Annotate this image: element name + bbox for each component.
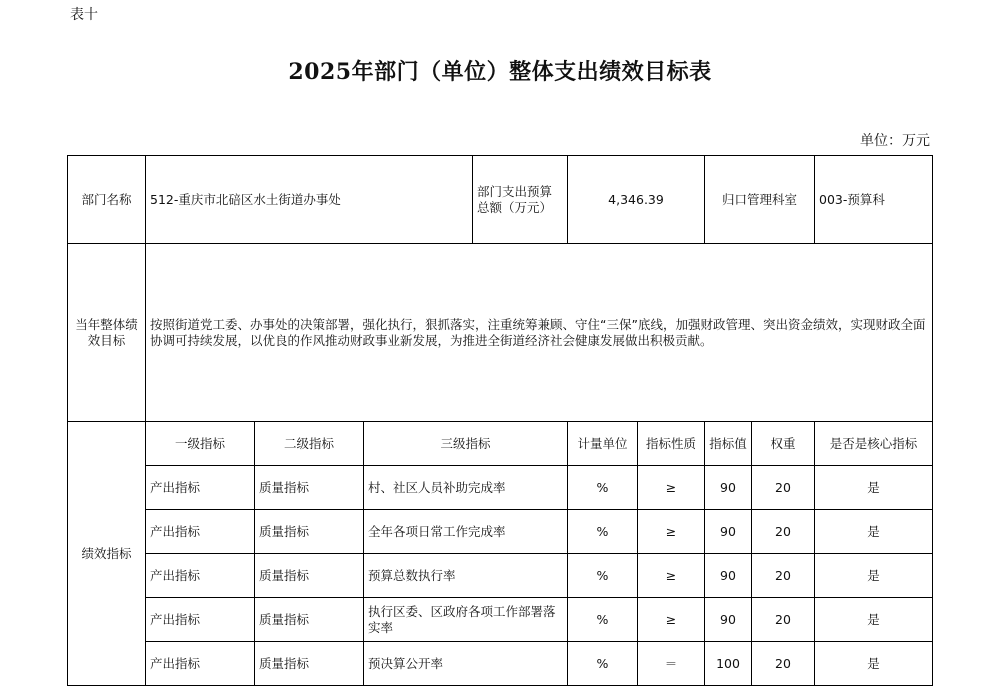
- cell-weight: 20: [752, 466, 815, 510]
- cell-level2: 质量指标: [255, 554, 364, 598]
- budget-total-value: 4,346.39: [568, 156, 705, 244]
- page-title: 2025年部门（单位）整体支出绩效目标表: [288, 59, 712, 85]
- cell-level1: 产出指标: [146, 466, 255, 510]
- header-weight: 权重: [752, 422, 815, 466]
- dept-info-row: [68, 156, 933, 244]
- goal-label: 当年整体绩效目标: [68, 244, 146, 422]
- cell-value: 90: [705, 510, 752, 554]
- table-row: [68, 510, 933, 554]
- cell-level3: 预决算公开率: [364, 642, 568, 686]
- header-core: 是否是核心指标: [815, 422, 933, 466]
- table-row: [68, 598, 933, 642]
- header-level1: 一级指标: [146, 422, 255, 466]
- cell-unit: %: [568, 554, 638, 598]
- header-unit: 计量单位: [568, 422, 638, 466]
- cell-weight: 20: [752, 598, 815, 642]
- cell-level3: 全年各项日常工作完成率: [364, 510, 568, 554]
- cell-level1: 产出指标: [146, 642, 255, 686]
- goal-text: 按照街道党工委、办事处的决策部署，强化执行，狠抓落实，注重统筹兼顾、守住“三保”底线，加强财政管理、突出资金绩效，实现财政全面协调可持续发展，以优良的作风推动财政事业新发展，为推进全街道经济社会健康发展做出积极贡献。: [146, 244, 933, 422]
- cell-value: 100: [705, 642, 752, 686]
- dept-name-value: 512-重庆市北碚区水土街道办事处: [146, 156, 473, 244]
- cell-unit: %: [568, 510, 638, 554]
- table-row: [68, 466, 933, 510]
- goal-row: [68, 244, 933, 422]
- cell-level2: 质量指标: [255, 642, 364, 686]
- cell-core: 是: [815, 466, 933, 510]
- header-level3: 三级指标: [364, 422, 568, 466]
- performance-table: [67, 155, 933, 686]
- table-row: [68, 554, 933, 598]
- cell-weight: 20: [752, 642, 815, 686]
- cell-value: 90: [705, 466, 752, 510]
- office-value: 003-预算科: [815, 156, 933, 244]
- cell-weight: 20: [752, 510, 815, 554]
- cell-nature: ≥: [638, 554, 705, 598]
- cell-core: 是: [815, 642, 933, 686]
- cell-unit: %: [568, 466, 638, 510]
- cell-level2: 质量指标: [255, 466, 364, 510]
- cell-unit: %: [568, 642, 638, 686]
- cell-level1: 产出指标: [146, 598, 255, 642]
- office-label: 归口管理科室: [705, 156, 815, 244]
- indicators-label: 绩效指标: [68, 422, 146, 686]
- cell-unit: %: [568, 598, 638, 642]
- cell-nature: ＝: [638, 642, 705, 686]
- cell-core: 是: [815, 510, 933, 554]
- header-level2: 二级指标: [255, 422, 364, 466]
- cell-level3: 村、社区人员补助完成率: [364, 466, 568, 510]
- cell-nature: ≥: [638, 598, 705, 642]
- indicator-header-row: [68, 422, 933, 466]
- cell-level3: 预算总数执行率: [364, 554, 568, 598]
- cell-level2: 质量指标: [255, 598, 364, 642]
- header-nature: 指标性质: [638, 422, 705, 466]
- cell-level1: 产出指标: [146, 554, 255, 598]
- cell-level3: 执行区委、区政府各项工作部署落实率: [364, 598, 568, 642]
- dept-name-label: 部门名称: [68, 156, 146, 244]
- cell-value: 90: [705, 598, 752, 642]
- cell-nature: ≥: [638, 510, 705, 554]
- unit-label: 单位：万元: [860, 133, 930, 149]
- cell-level1: 产出指标: [146, 510, 255, 554]
- cell-nature: ≥: [638, 466, 705, 510]
- cell-weight: 20: [752, 554, 815, 598]
- cell-core: 是: [815, 554, 933, 598]
- table-number: 表十: [70, 7, 98, 23]
- cell-value: 90: [705, 554, 752, 598]
- budget-total-label: 部门支出预算总额（万元）: [473, 156, 568, 244]
- cell-core: 是: [815, 598, 933, 642]
- header-value: 指标值: [705, 422, 752, 466]
- cell-level2: 质量指标: [255, 510, 364, 554]
- table-row: [68, 642, 933, 686]
